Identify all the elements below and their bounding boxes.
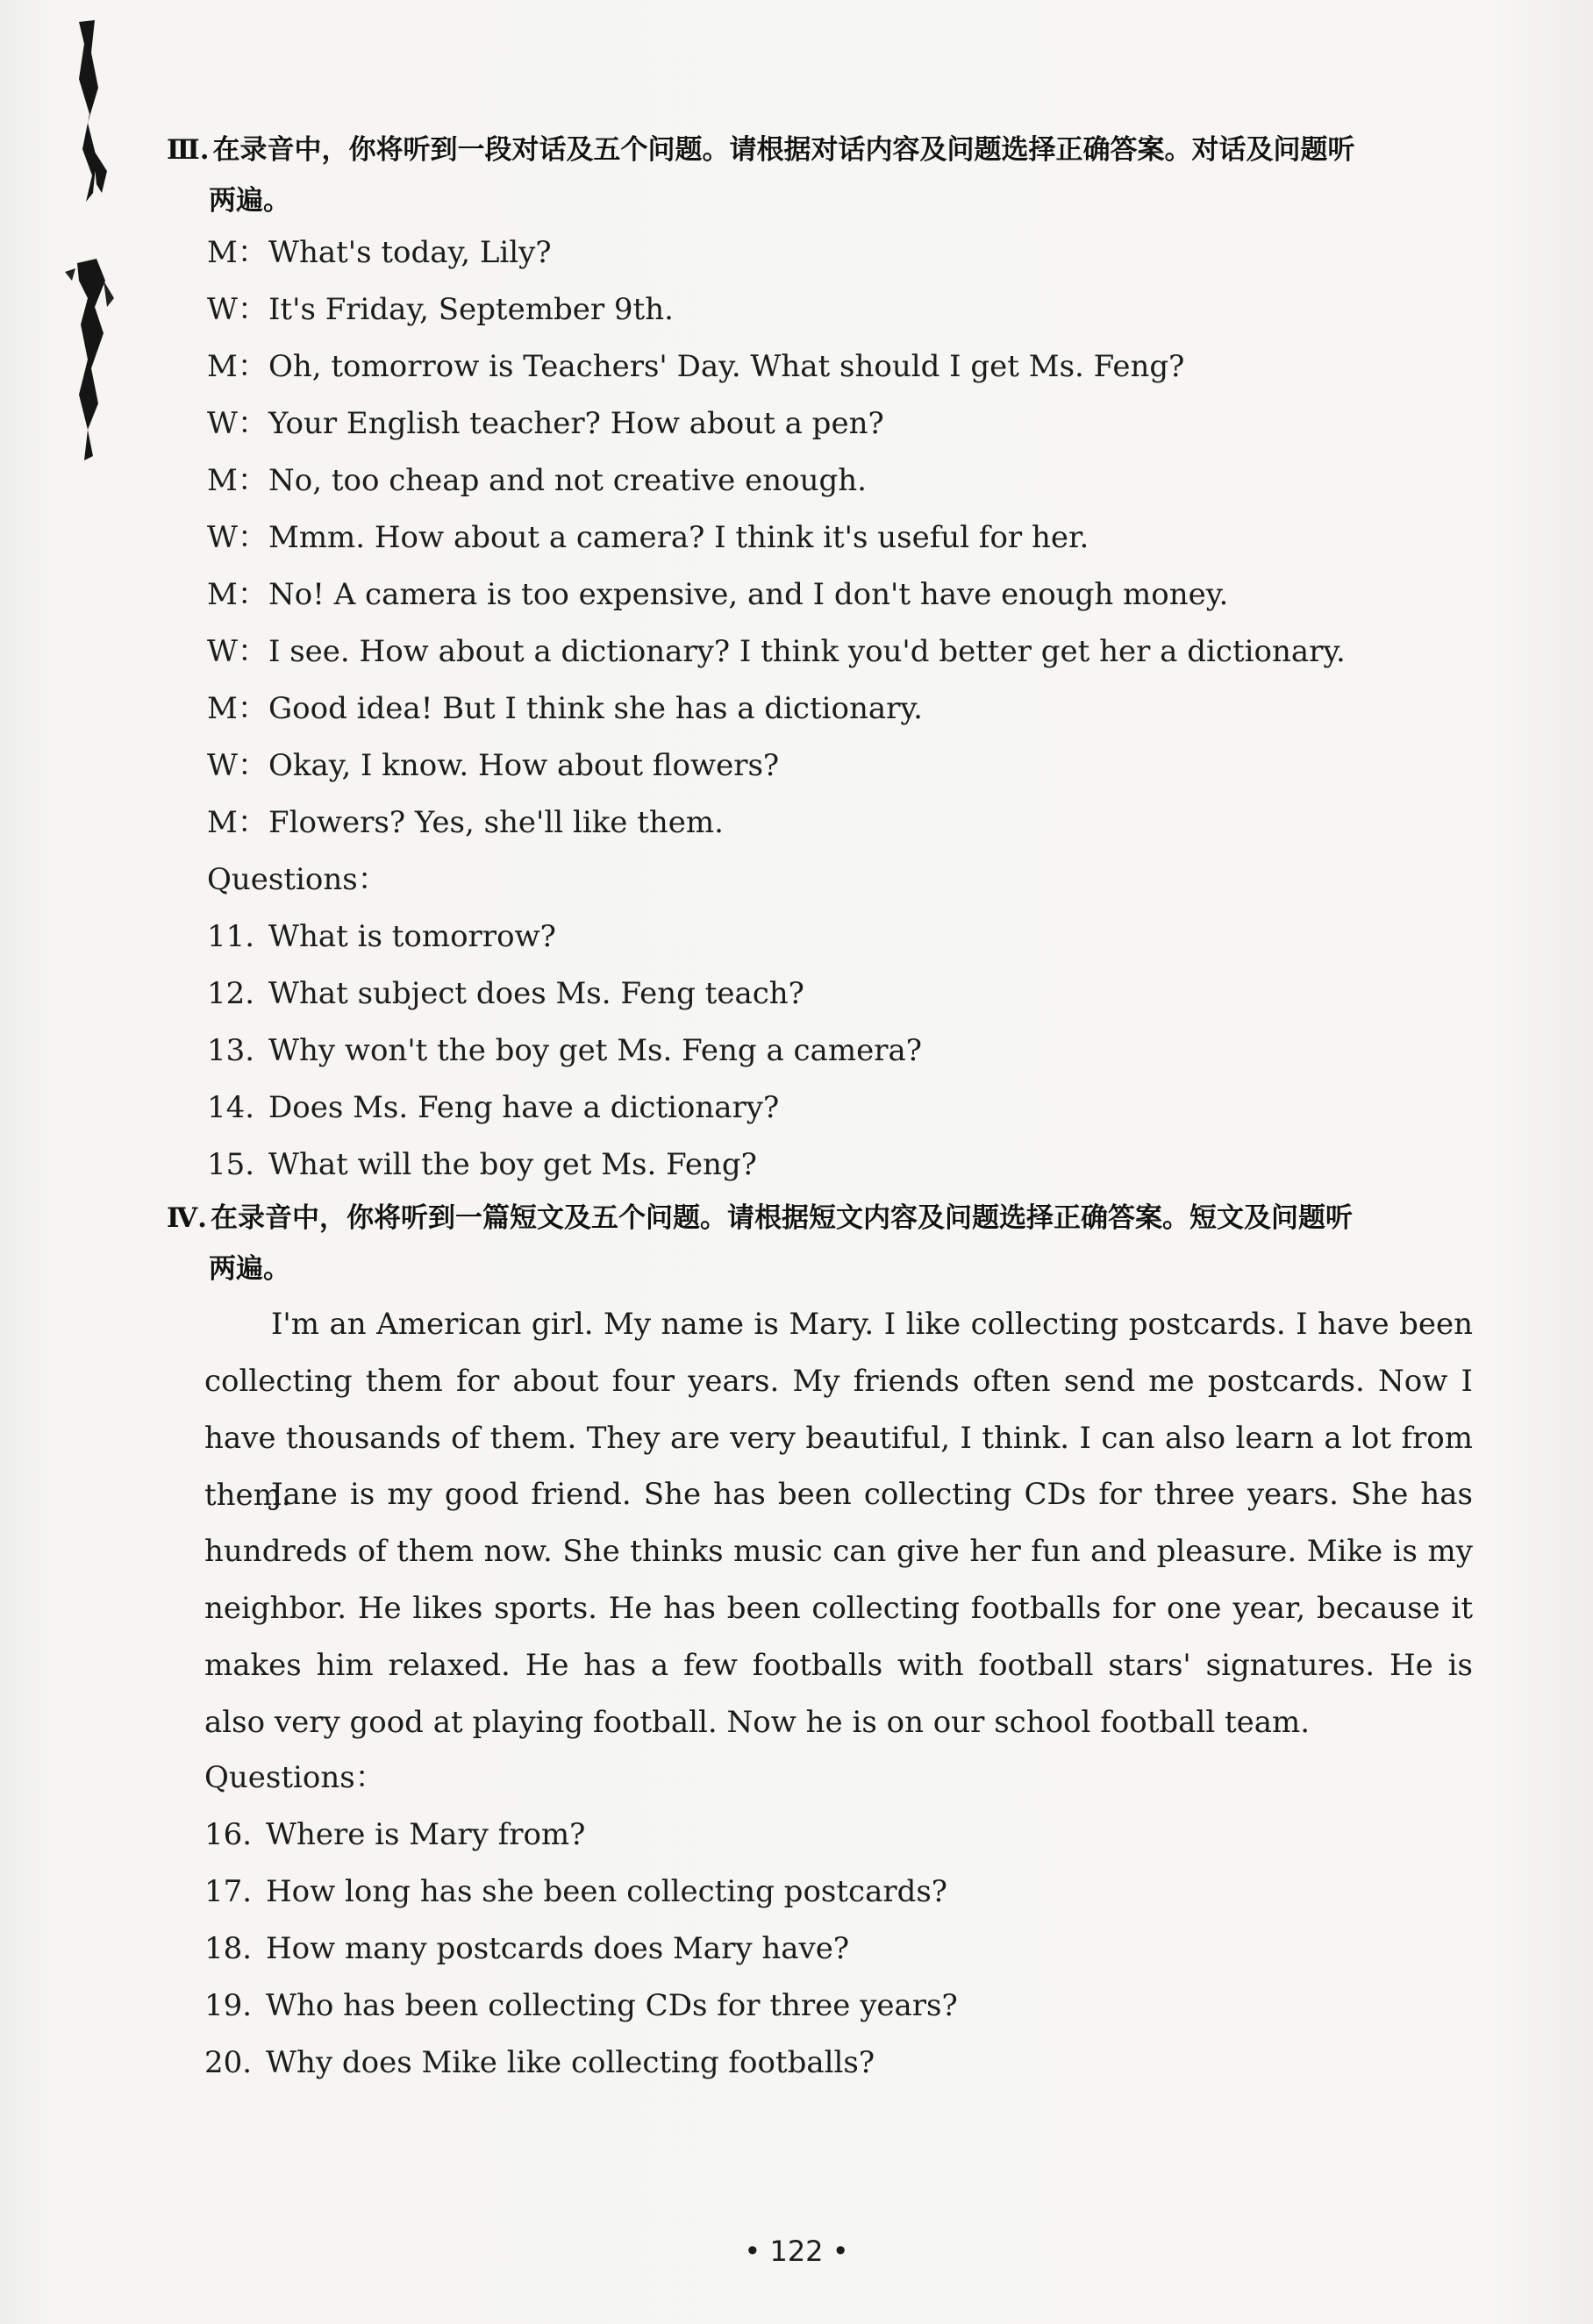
dialogue-line (207, 339, 1470, 396)
question-item (204, 1864, 1468, 1921)
speaker-label: M： (207, 463, 268, 498)
question-item (207, 966, 1470, 1023)
questions-label: Questions： (204, 1760, 385, 1795)
dialogue-text: What's today, Lily? (268, 235, 552, 270)
dialogue-text: Your English teacher? How about a pen? (268, 406, 884, 441)
question-text: How long has she been collecting postcards? (266, 1874, 948, 1909)
question-number: 13. (207, 1033, 255, 1068)
dialogue-text: It's Friday, September 9th. (268, 292, 674, 327)
speaker-label: M： (207, 805, 268, 840)
dialogue-text: Oh, tomorrow is Teachers' Day. What should I get Ms. Feng? (268, 349, 1185, 384)
dialogue-line (207, 510, 1470, 567)
question-item (207, 1023, 1470, 1080)
dialogue-line (207, 795, 1470, 852)
question-number: 20. (204, 2045, 253, 2080)
dialogue-text: Okay, I know. How about flowers? (268, 748, 780, 783)
questions-label: Questions： (207, 862, 388, 897)
dialogue-text: Flowers? Yes, she'll like them. (268, 805, 724, 840)
dialogue-line (207, 624, 1470, 681)
speaker-label: W： (207, 406, 268, 441)
question-item (204, 1978, 1468, 2035)
dialogue-text: Good idea! But I think she has a dictionary. (268, 691, 923, 726)
question-text: Why won't the boy get Ms. Feng a camera? (268, 1033, 922, 1068)
dialogue-line (207, 738, 1470, 795)
speaker-label: W： (207, 520, 268, 555)
question-text: Where is Mary from? (266, 1817, 586, 1852)
dialogue-text: No, too cheap and not creative enough. (268, 463, 867, 498)
dialogue-line (207, 225, 1470, 282)
speaker-label: M： (207, 349, 268, 384)
section-3-instruction (167, 125, 1474, 226)
speaker-label: W： (207, 292, 268, 327)
section-3-instruction-line1: 在录音中，你将听到一段对话及五个问题。请根据对话内容及问题选择正确答案。对话及问题听 (212, 134, 1355, 166)
dialogue-text: Mmm. How about a camera? I think it's useful for her. (268, 520, 1089, 555)
question-text: What will the boy get Ms. Feng? (268, 1147, 757, 1182)
question-number: 14. (207, 1090, 255, 1125)
speaker-label: W： (207, 634, 268, 669)
section-3-dialogue (207, 225, 1470, 1194)
section-3-number: Ⅲ. (167, 134, 210, 166)
dialogue-text: No! A camera is too expensive, and I don't have enough money. (268, 577, 1229, 612)
section-3-instruction-line2: 两遍。 (209, 185, 290, 217)
question-item (204, 1807, 1468, 1864)
question-number: 18. (204, 1931, 253, 1966)
question-item (207, 1080, 1470, 1137)
page-number: • 122 • (744, 2235, 849, 2268)
question-item (204, 1921, 1468, 1978)
dialogue-line (207, 681, 1470, 738)
question-item (204, 2035, 1468, 2092)
question-text: Why does Mike like collecting footballs? (266, 2045, 875, 2080)
question-text: How many postcards does Mary have? (266, 1931, 850, 1966)
dialogue-line (207, 396, 1470, 453)
question-text: What subject does Ms. Feng teach? (268, 976, 804, 1011)
dialogue-line (207, 282, 1470, 339)
question-text: What is tomorrow? (268, 919, 556, 954)
question-item (207, 909, 1470, 966)
passage-paragraph-2: Jane is my good friend. She has been collecting CDs for three years. She has hundreds of them now. She thinks music can give her fun and pleasure. Mike is my neighbor. He likes sports. He has been collecting footballs for one year, because it makes him relaxed. He has a few footballs with football stars' signatures. He is also very good at playing football. Now he is on our school football team. (204, 1477, 1473, 1740)
question-item (207, 1137, 1470, 1194)
question-text: Who has been collecting CDs for three years? (266, 1988, 958, 2023)
question-number: 17. (204, 1874, 253, 1909)
dialogue-line (207, 453, 1470, 510)
speaker-label: M： (207, 577, 268, 612)
section-4-questions (204, 1750, 1468, 2092)
question-number: 12. (207, 976, 255, 1011)
question-number: 19. (204, 1988, 253, 2023)
question-number: 11. (207, 919, 255, 954)
speaker-label: M： (207, 235, 268, 270)
dialogue-text: I see. How about a dictionary? I think you'd better get her a dictionary. (268, 634, 1346, 669)
question-number: 15. (207, 1147, 255, 1182)
dialogue-line (207, 567, 1470, 624)
question-text: Does Ms. Feng have a dictionary? (268, 1090, 780, 1125)
section-4-number: Ⅳ. (167, 1202, 207, 1234)
speaker-label: W： (207, 748, 268, 783)
torn-binding-edge (53, 18, 132, 474)
section-4-instruction (167, 1193, 1474, 1294)
question-number: 16. (204, 1817, 253, 1852)
section-4-instruction-line2: 两遍。 (209, 1253, 290, 1285)
passage-paragraph-1: I'm an American girl. My name is Mary. I like collecting postcards. I have been collecting them for about four years. My friends often send me postcards. Now I have thousands of them. They are very beautiful, I think. I can also learn a lot from them. (204, 1307, 1473, 1513)
speaker-label: M： (207, 691, 268, 726)
section-4-instruction-line1: 在录音中，你将听到一篇短文及五个问题。请根据短文内容及问题选择正确答案。短文及问题听 (210, 1202, 1353, 1234)
